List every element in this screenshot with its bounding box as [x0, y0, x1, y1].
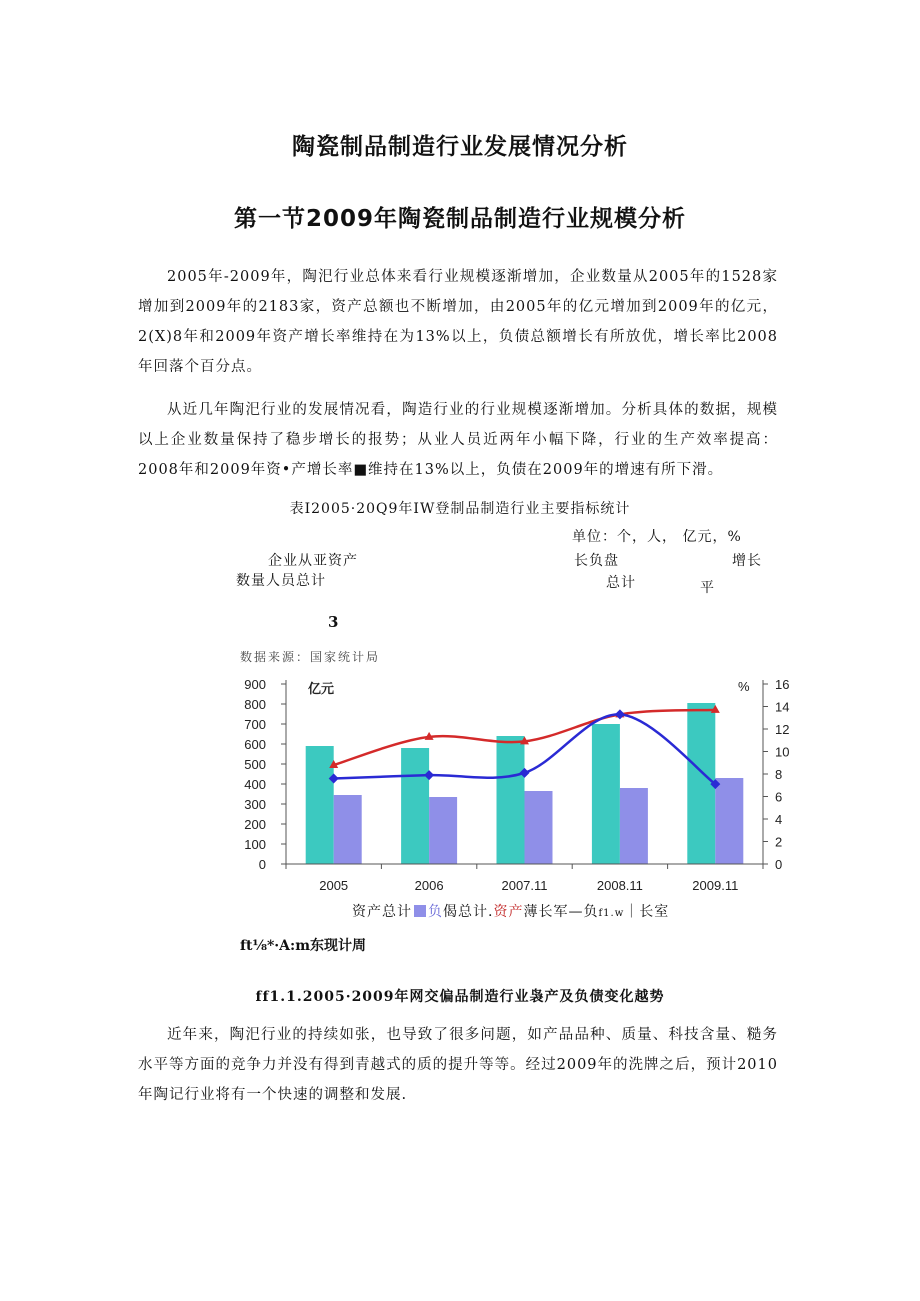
table-header-mid-2: 总计: [606, 575, 636, 591]
table-header-right-1: 增长: [732, 553, 762, 569]
right-tick-label: 12: [775, 722, 790, 737]
left-tick-label: 0: [258, 857, 266, 872]
right-tick-label: 2: [775, 834, 783, 850]
legend-debt: 偈总计.: [443, 904, 494, 920]
left-unit-label: 亿元: [308, 681, 335, 696]
bar-assets: [401, 748, 429, 864]
left-tick-label: 800: [244, 697, 266, 712]
figure-caption: ff1.1.2005·2009年网交偏品制造行业袅产及负债变化越势: [255, 989, 665, 1005]
legend-debt-growth-small: f1.w: [598, 908, 625, 919]
point-debt-growth: [615, 709, 625, 719]
left-tick-label: 400: [244, 777, 266, 792]
legend-debt-growth: ｜长室: [624, 904, 670, 920]
left-tick-label: 300: [244, 797, 266, 812]
x-tick-label: 2006: [414, 878, 444, 893]
bar-assets: [592, 724, 620, 864]
paragraph-2: [138, 395, 778, 485]
chart-source: 数据来源：国家统计局: [240, 650, 381, 664]
table-number: 3: [328, 613, 339, 631]
page-title: 陶瓷制品制造行业发展情况分析: [292, 134, 628, 160]
chart: [230, 668, 810, 900]
bar-debt: [715, 778, 743, 864]
right-tick-label: 6: [775, 789, 783, 805]
left-tick-label: 600: [244, 737, 266, 752]
table-unit: 单位：个，人， 亿元，%: [572, 529, 742, 545]
bar-assets: [306, 746, 334, 864]
right-tick-label: 16: [775, 677, 790, 692]
bar-assets: [497, 736, 525, 864]
table-header-left-2: 数量人员总计: [236, 573, 326, 589]
right-tick-label: 4: [775, 812, 783, 827]
left-tick-label: 100: [244, 837, 266, 852]
legend-assets: 资产总计: [352, 904, 412, 920]
source-note: ft⅛*·A:m东现计周: [240, 938, 367, 954]
right-tick-label: 0: [775, 857, 783, 872]
legend-debt-prefix: 负: [428, 904, 443, 920]
left-tick-label: 700: [244, 717, 266, 732]
bar-debt: [620, 788, 648, 864]
paragraph-1-text: 2005年-2009年，陶汜行业总体来看行业规模逐渐增加，企业数量从2005年的1528家增加到2009年的2183家，资产总额也不断增加，由2005年的亿元增加到2009年的亿元，2(X)8年和2009年资产增长率维持在为13%以上，负债总额增长有所放优，增长率比2008年回落个百分点。: [138, 269, 778, 375]
left-tick-label: 200: [244, 817, 266, 832]
left-tick-label: 900: [244, 677, 266, 692]
section-title: 第一节2009年陶瓷制品制造行业规模分析: [233, 206, 686, 232]
paragraph-3-text: 近年来，陶汜行业的持续如张，也导致了很多问题，如产品品种、质量、科技含量、糙务水平等方面的竞争力并没有得到青越式的质的提升等等。经过2009年的洗牌之后，预计2010年陶记行业将有一个快速的调整和发展.: [138, 1027, 778, 1103]
x-tick-label: 2005: [319, 878, 349, 893]
paragraph-3: [138, 1020, 778, 1110]
bar-debt: [429, 797, 457, 864]
legend-asset-growth-prefix: 资产: [493, 904, 524, 920]
x-tick-label: 2008.11: [596, 878, 643, 893]
legend-asset-growth: 薄长军—负: [523, 904, 599, 920]
bar-debt: [525, 791, 553, 864]
bar-debt: [334, 795, 362, 864]
right-tick-label: 14: [775, 699, 790, 715]
table-header-mid-1: 长负盘: [574, 553, 619, 569]
table-caption: 表I2005·20Q9年IW登制品制造行业主要指标统计: [289, 501, 631, 517]
legend-swatch-debt: [414, 905, 426, 917]
paragraph-2-text: 从近几年陶汜行业的发展情况看，陶造行业的行业规模逐渐增加。分析具体的数据，规模以上企业数量保持了稳步增长的报势；从业人员近两年小幅下降，行业的生产效率提高：2008年和2009年资•产增长率■维持在13%以上，负债在2009年的增速有所下滑。: [138, 402, 778, 478]
x-tick-label: 2007.11: [501, 878, 548, 893]
x-tick-label: 2009.11: [692, 878, 739, 893]
chart-legend: [352, 901, 669, 921]
left-tick-label: 500: [244, 757, 266, 772]
right-unit-label: %: [738, 679, 750, 694]
table-header-right-2: 平: [700, 580, 715, 596]
right-tick-label: 8: [775, 767, 783, 782]
right-tick-label: 10: [775, 744, 790, 760]
table-header-left-1: 企业从亚资产: [268, 553, 358, 569]
paragraph-1: [138, 262, 778, 382]
